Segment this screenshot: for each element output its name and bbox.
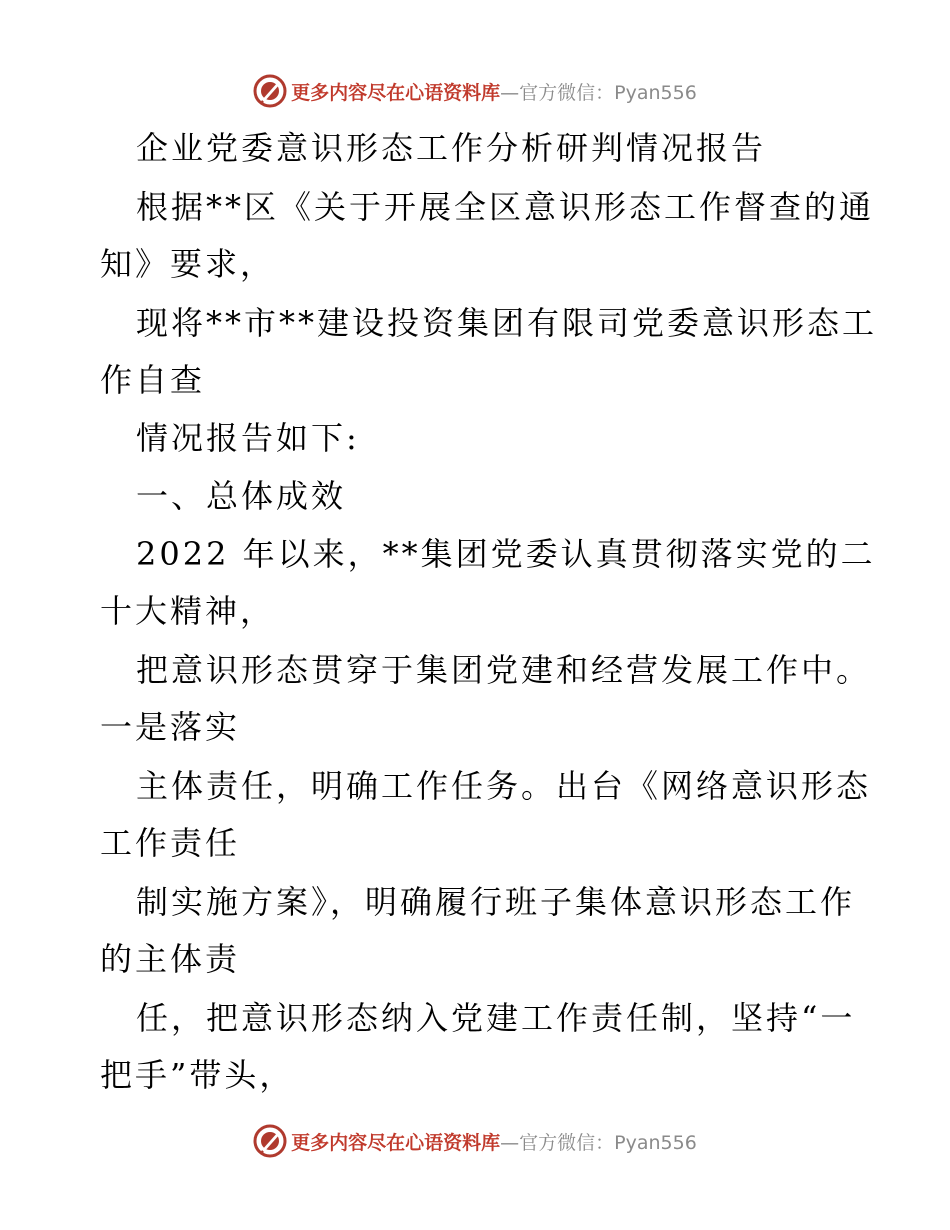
paragraph-line: 制实施方案》，明确履行班子集体意识形态工作 <box>136 883 856 921</box>
paragraph-line: 的主体责 <box>100 940 241 978</box>
document-title: 企业党委意识形态工作分析研判情况报告 <box>136 129 767 167</box>
paragraph-line: 情况报告如下: <box>136 419 360 457</box>
header-banner <box>0 71 950 111</box>
paragraph-line: 作自查 <box>100 361 206 399</box>
section-heading: 一、总体成效 <box>136 477 347 515</box>
banner-text <box>291 78 697 105</box>
banner-wechat-text: 官方微信：Pyan556 <box>519 81 697 104</box>
pen-logo-icon <box>253 74 287 108</box>
banner-separator: — <box>500 81 520 104</box>
paragraph-line: 一是落实 <box>100 708 241 746</box>
paragraph-line: 知》要求， <box>100 245 276 283</box>
paragraph-line: 主体责任，明确工作任务。出台《网络意识形态 <box>136 767 872 805</box>
paragraph-line: 任，把意识形态纳入党建工作责任制，坚持“一 <box>136 999 856 1037</box>
banner-main-text: 更多内容尽在心语资料库 <box>291 1131 501 1154</box>
paragraph-line: 把手”带头， <box>100 1056 295 1094</box>
banner-separator: — <box>500 1131 520 1154</box>
banner-wechat-text: 官方微信：Pyan556 <box>519 1131 697 1154</box>
paragraph-line: 2022 年以来，**集团党委认真贯彻落实党的二 <box>136 535 876 573</box>
footer-banner <box>0 1121 950 1161</box>
pen-logo-icon <box>253 1124 287 1158</box>
paragraph-line: 根据**区《关于开展全区意识形态工作督查的通 <box>136 188 875 226</box>
paragraph-line: 工作责任 <box>100 824 241 862</box>
paragraph-line: 把意识形态贯穿于集团党建和经营发展工作中。 <box>136 651 872 689</box>
paragraph-line: 现将**市**建设投资集团有限司党委意识形态工 <box>136 304 878 342</box>
banner-main-text: 更多内容尽在心语资料库 <box>291 81 501 104</box>
banner-text <box>291 1128 697 1155</box>
paragraph-line: 十大精神， <box>100 592 276 630</box>
